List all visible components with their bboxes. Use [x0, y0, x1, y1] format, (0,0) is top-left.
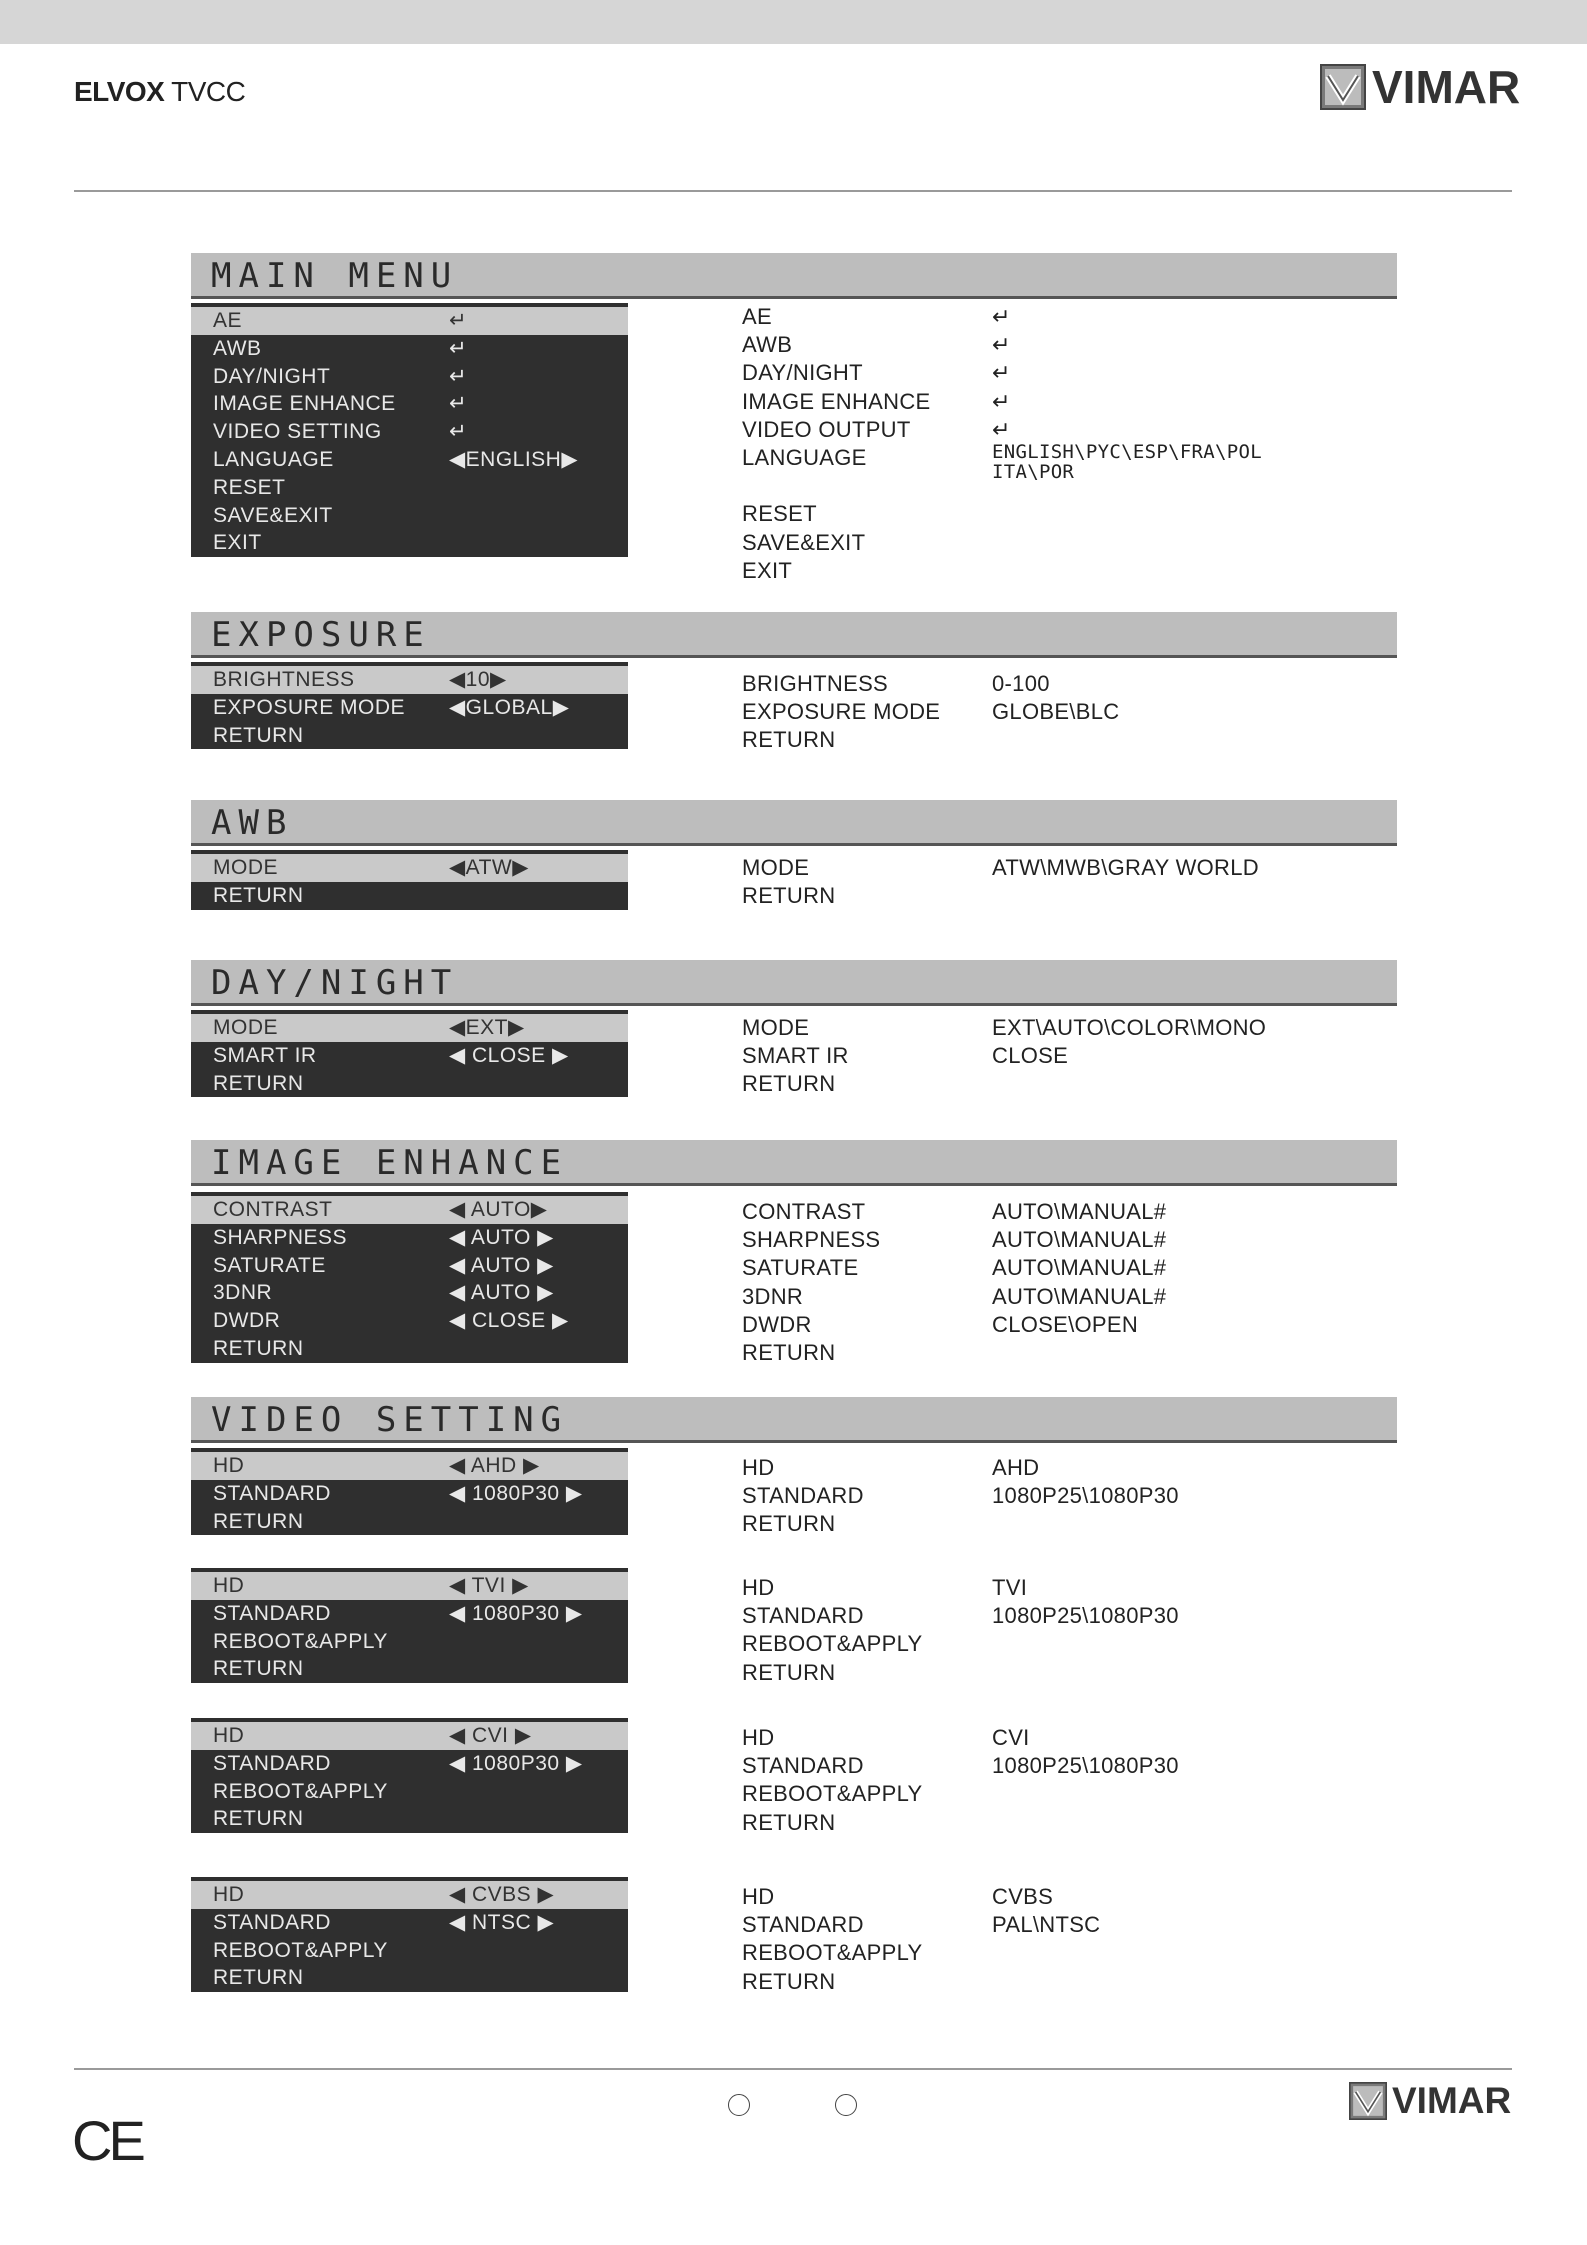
- desc-row-label: EXIT: [742, 557, 793, 583]
- osd-row[interactable]: [191, 1307, 628, 1335]
- osd-video-cvbs: [191, 1877, 628, 1992]
- osd-row-label: STANDARD: [213, 1910, 331, 1934]
- osd-row-label: AE: [213, 309, 243, 332]
- osd-row-value: ↵: [449, 392, 468, 416]
- osd-row-label: EXIT: [213, 531, 262, 555]
- osd-row-value: ◀ CVBS ▶: [449, 1883, 555, 1906]
- osd-row[interactable]: [191, 1964, 628, 1992]
- desc-row-value: ↵: [992, 388, 1011, 414]
- osd-row[interactable]: [191, 1778, 628, 1806]
- desc-row-label: REBOOT&APPLY: [742, 1940, 923, 1966]
- osd-row-value: ◀ATW▶: [449, 856, 529, 879]
- osd-row-label: MODE: [213, 856, 278, 879]
- section-title-main-menu: MAIN MENU: [191, 253, 1397, 299]
- osd-row-label: BRIGHTNESS: [213, 668, 355, 691]
- desc-row: [742, 1659, 922, 1687]
- osd-row[interactable]: [191, 474, 628, 502]
- osd-row-label: LANGUAGE: [213, 447, 334, 471]
- desc-row: [742, 1226, 1167, 1254]
- osd-row-label: SATURATE: [213, 1253, 326, 1277]
- desc-row-value: CLOSE\OPEN: [992, 1311, 1139, 1337]
- desc-video-ahd: [742, 1454, 1179, 1539]
- osd-row[interactable]: [191, 1572, 628, 1600]
- osd-row-label: RETURN: [213, 883, 304, 907]
- desc-row-label: SHARPNESS: [742, 1227, 881, 1253]
- desc-video-cvbs: [742, 1883, 1101, 1996]
- vimar-logo-footer-icon: [1349, 2082, 1387, 2120]
- desc-row-label: HD: [742, 1725, 775, 1750]
- desc-row: [742, 1254, 1167, 1282]
- osd-row-label: SAVE&EXIT: [213, 503, 333, 527]
- desc-awb: [742, 854, 1259, 910]
- osd-row[interactable]: [191, 1750, 628, 1778]
- osd-row-value: ↵: [449, 309, 468, 332]
- top-bar: [0, 0, 1587, 44]
- osd-row-value: ◀ AUTO▶: [449, 1198, 548, 1221]
- osd-row[interactable]: [191, 1224, 628, 1252]
- osd-row-value: ◀ TVI ▶: [449, 1574, 529, 1597]
- desc-row-value: TVI: [992, 1575, 1028, 1600]
- osd-row[interactable]: [191, 335, 628, 363]
- desc-row: [742, 557, 930, 585]
- desc-row: [742, 1574, 1028, 1602]
- desc-row: [742, 1724, 1030, 1752]
- desc-row-value: CLOSE: [992, 1043, 1069, 1069]
- desc-row: [742, 854, 1259, 882]
- osd-row-label: RESET: [213, 475, 286, 499]
- desc-row: [742, 416, 1011, 444]
- desc-row-label: RETURN: [742, 883, 836, 909]
- footer-divider: [74, 2068, 1512, 2070]
- osd-row-value: ◀ NTSC ▶: [449, 1910, 555, 1934]
- desc-row: [742, 1630, 922, 1658]
- desc-row-label: HD: [742, 1575, 775, 1600]
- osd-row[interactable]: [191, 502, 628, 530]
- desc-row-label: RETURN: [742, 727, 836, 753]
- desc-row-value: ↵: [992, 416, 1011, 442]
- osd-row-value: ↵: [449, 420, 468, 444]
- osd-row[interactable]: [191, 1279, 628, 1307]
- osd-row-label: RETURN: [213, 723, 304, 747]
- osd-row-label: STANDARD: [213, 1481, 331, 1505]
- osd-row[interactable]: [191, 1252, 628, 1280]
- osd-row[interactable]: [191, 1508, 628, 1536]
- desc-row-label: IMAGE ENHANCE: [742, 388, 931, 414]
- desc-row: [742, 359, 1011, 387]
- section-title-exposure: EXPOSURE: [191, 612, 1397, 658]
- desc-row: [742, 1968, 922, 1996]
- desc-row: [742, 1311, 1139, 1339]
- desc-row-value: EXT\AUTO\COLOR\MONO: [992, 1015, 1267, 1040]
- desc-row: [742, 1883, 1054, 1911]
- osd-row-label: RETURN: [213, 1509, 304, 1533]
- osd-row[interactable]: [191, 1655, 628, 1683]
- desc-row-label: STANDARD: [742, 1912, 864, 1938]
- osd-row-label: RETURN: [213, 1807, 304, 1831]
- osd-row-label: VIDEO SETTING: [213, 420, 382, 444]
- desc-row-value: ATW\MWB\GRAY WORLD: [992, 855, 1259, 880]
- osd-row-label: REBOOT&APPLY: [213, 1779, 388, 1803]
- desc-video-tvi: [742, 1574, 1179, 1687]
- osd-row-label: HD: [213, 1883, 245, 1906]
- osd-row-value: ◀ AHD ▶: [449, 1454, 540, 1477]
- osd-row-value: ◀ 1080P30 ▶: [449, 1601, 583, 1625]
- osd-row-value: ◀ CLOSE ▶: [449, 1043, 569, 1067]
- osd-awb: [191, 850, 628, 910]
- desc-row-label: RESET: [742, 501, 817, 527]
- osd-row-label: IMAGE ENHANCE: [213, 392, 396, 416]
- osd-row-label: STANDARD: [213, 1601, 331, 1625]
- osd-row-label: SHARPNESS: [213, 1225, 348, 1249]
- osd-row-label: AWB: [213, 336, 262, 360]
- desc-main-menu: [742, 303, 1262, 585]
- osd-main-menu: [191, 303, 628, 557]
- vimar-logo-text: VIMAR: [1372, 61, 1521, 113]
- desc-row-label: MODE: [742, 1015, 810, 1040]
- osd-row[interactable]: [191, 1805, 628, 1833]
- osd-row[interactable]: [191, 722, 628, 750]
- osd-row-value: ◀ AUTO ▶: [449, 1253, 554, 1277]
- desc-row: [742, 1198, 1167, 1226]
- desc-row-label: RETURN: [742, 1968, 836, 1994]
- desc-row-label: RETURN: [742, 1071, 836, 1097]
- osd-row-label: RETURN: [213, 1657, 304, 1681]
- osd-row-value: ◀ AUTO ▶: [449, 1225, 554, 1249]
- desc-row-label: 3DNR: [742, 1283, 804, 1309]
- desc-row-value: CVI: [992, 1725, 1030, 1750]
- desc-row-label: BRIGHTNESS: [742, 671, 889, 696]
- osd-row-value: ◀ 1080P30 ▶: [449, 1481, 583, 1505]
- osd-video-cvi: [191, 1718, 628, 1833]
- desc-row: [742, 1780, 922, 1808]
- desc-row: [742, 529, 930, 557]
- desc-row-label: EXPOSURE MODE: [742, 699, 941, 725]
- osd-row-value: ↵: [449, 364, 468, 388]
- osd-row-label: REBOOT&APPLY: [213, 1629, 388, 1653]
- desc-row: [742, 1283, 1167, 1311]
- vimar-logo-icon: [1320, 64, 1366, 110]
- osd-row[interactable]: [191, 1452, 628, 1480]
- ce-mark: CE: [72, 2109, 142, 2172]
- osd-row-label: EXPOSURE MODE: [213, 695, 406, 719]
- desc-exposure: [742, 670, 1120, 755]
- desc-row-value: AUTO\MANUAL#: [992, 1255, 1167, 1281]
- desc-row: [742, 882, 835, 910]
- desc-row-value: ENGLISH\PYC\ESP\FRA\POL ITA\POR: [992, 440, 1262, 483]
- desc-row-label: REBOOT&APPLY: [742, 1781, 923, 1807]
- desc-row: [742, 1070, 849, 1098]
- desc-row-label: SMART IR: [742, 1043, 849, 1069]
- desc-row: [742, 1939, 922, 1967]
- desc-row: [742, 303, 1011, 331]
- osd-row[interactable]: [191, 1909, 628, 1937]
- osd-row[interactable]: [191, 1480, 628, 1508]
- osd-row-label: RETURN: [213, 1336, 304, 1360]
- desc-row: [742, 670, 1050, 698]
- osd-row-label: HD: [213, 1724, 245, 1747]
- desc-row: [742, 726, 940, 754]
- osd-row-value: ◀ 1080P30 ▶: [449, 1751, 583, 1775]
- desc-row: [742, 472, 930, 500]
- desc-row: [742, 1510, 864, 1538]
- vimar-logo-footer-text: VIMAR: [1392, 2080, 1512, 2121]
- osd-row-label: RETURN: [213, 1966, 304, 1990]
- desc-row: [742, 1339, 880, 1367]
- osd-row[interactable]: [191, 1881, 628, 1909]
- osd-row-value: ◀ AUTO ▶: [449, 1281, 554, 1305]
- osd-row-label: REBOOT&APPLY: [213, 1938, 388, 1962]
- section-title-awb: AWB: [191, 800, 1397, 846]
- desc-row-value: 1080P25\1080P30: [992, 1483, 1179, 1509]
- desc-row: [742, 1809, 922, 1837]
- osd-row[interactable]: [191, 1628, 628, 1656]
- desc-row-value: ↵: [992, 332, 1011, 358]
- page-circle-right-icon: [835, 2094, 857, 2116]
- desc-row-label: AWB: [742, 332, 793, 358]
- osd-row[interactable]: [191, 307, 628, 335]
- vimar-logo-footer: [1349, 2080, 1511, 2122]
- desc-row-value: AUTO\MANUAL#: [992, 1199, 1167, 1224]
- osd-row[interactable]: [191, 694, 628, 722]
- osd-row-label: 3DNR: [213, 1281, 273, 1305]
- desc-row-label: RETURN: [742, 1511, 836, 1537]
- osd-row[interactable]: [191, 1600, 628, 1628]
- desc-row-value: ↵: [992, 360, 1011, 386]
- osd-row-value: ◀ CVI ▶: [449, 1724, 532, 1747]
- osd-row[interactable]: [191, 666, 628, 694]
- desc-row-value: AUTO\MANUAL#: [992, 1227, 1167, 1253]
- desc-row-value: CVBS: [992, 1884, 1054, 1909]
- osd-row[interactable]: [191, 363, 628, 391]
- desc-row-value: 1080P25\1080P30: [992, 1603, 1179, 1629]
- desc-row-label: REBOOT&APPLY: [742, 1631, 923, 1657]
- desc-row: [742, 1602, 1179, 1630]
- desc-video-cvi: [742, 1724, 1179, 1837]
- header-divider: [74, 190, 1512, 192]
- desc-row-label: SAVE&EXIT: [742, 529, 866, 555]
- desc-row: [742, 500, 930, 528]
- desc-row-value: 0-100: [992, 671, 1050, 696]
- desc-row: [742, 1042, 1069, 1070]
- osd-row-value: ◀ CLOSE ▶: [449, 1309, 569, 1333]
- desc-row-label: SATURATE: [742, 1255, 859, 1281]
- desc-row-value: 1080P25\1080P30: [992, 1753, 1179, 1779]
- desc-row: [742, 331, 1011, 359]
- desc-row: [742, 1752, 1179, 1780]
- desc-row-label: STANDARD: [742, 1753, 864, 1779]
- desc-row-value: GLOBE\BLC: [992, 699, 1120, 725]
- desc-row: [742, 388, 1011, 416]
- osd-row-value: ◀EXT▶: [449, 1016, 525, 1039]
- osd-row[interactable]: [191, 1196, 628, 1224]
- osd-row-label: MODE: [213, 1016, 278, 1039]
- desc-row: [742, 1014, 1267, 1042]
- desc-row-label: RETURN: [742, 1809, 836, 1835]
- desc-day-night: [742, 1014, 1267, 1099]
- brand-title: [74, 76, 245, 108]
- osd-row[interactable]: [191, 1014, 628, 1042]
- section-title-video-setting: VIDEO SETTING: [191, 1397, 1397, 1443]
- desc-row-label: STANDARD: [742, 1483, 864, 1509]
- osd-exposure: [191, 662, 628, 749]
- section-title-image-enhance: IMAGE ENHANCE: [191, 1140, 1397, 1186]
- desc-row-value: AUTO\MANUAL#: [992, 1283, 1167, 1309]
- desc-row-value: PAL\NTSC: [992, 1912, 1101, 1938]
- osd-video-tvi: [191, 1568, 628, 1683]
- desc-row: [742, 1911, 1101, 1939]
- desc-image-enhance: [742, 1198, 1167, 1367]
- osd-image-enhance: [191, 1192, 628, 1363]
- osd-row-value: ◀GLOBAL▶: [449, 695, 570, 719]
- desc-row-label: RETURN: [742, 1339, 836, 1365]
- desc-row: [742, 1454, 1040, 1482]
- desc-row-label: DAY/NIGHT: [742, 360, 863, 386]
- osd-row-label: RETURN: [213, 1071, 304, 1095]
- desc-row-label: DWDR: [742, 1311, 812, 1337]
- brand-rest: TVCC: [164, 76, 246, 107]
- desc-row-label: CONTRAST: [742, 1199, 866, 1224]
- osd-row[interactable]: [191, 1937, 628, 1965]
- osd-row[interactable]: [191, 446, 628, 474]
- desc-row-label: AE: [742, 304, 772, 329]
- desc-row-value: AHD: [992, 1455, 1040, 1480]
- desc-row-label: STANDARD: [742, 1603, 864, 1629]
- osd-row[interactable]: [191, 418, 628, 446]
- osd-row[interactable]: [191, 1070, 628, 1098]
- osd-row-label: DWDR: [213, 1309, 281, 1333]
- osd-row[interactable]: [191, 1722, 628, 1750]
- desc-row-label: VIDEO OUTPUT: [742, 416, 911, 442]
- section-title-day-night: DAY/NIGHT: [191, 960, 1397, 1006]
- osd-row[interactable]: [191, 529, 628, 557]
- desc-row: [742, 698, 1120, 726]
- desc-row-label: RETURN: [742, 1659, 836, 1685]
- osd-row-value: ↵: [449, 336, 468, 360]
- osd-row-label: SMART IR: [213, 1043, 317, 1067]
- desc-row-label: HD: [742, 1884, 775, 1909]
- osd-row-label: STANDARD: [213, 1751, 331, 1775]
- osd-row-label: HD: [213, 1574, 245, 1597]
- osd-row[interactable]: [191, 390, 628, 418]
- osd-day-night: [191, 1010, 628, 1097]
- brand-bold: ELVOX: [74, 76, 165, 107]
- osd-row-value: ◀10▶: [449, 668, 507, 691]
- osd-row-label: DAY/NIGHT: [213, 364, 331, 388]
- osd-row[interactable]: [191, 882, 628, 910]
- desc-row-label: LANGUAGE: [742, 444, 867, 470]
- osd-row-value: ◀ENGLISH▶: [449, 447, 578, 471]
- desc-row: [742, 1482, 1179, 1510]
- desc-row: [742, 440, 1262, 483]
- page-circle-left-icon: [728, 2094, 750, 2116]
- desc-row-value: ↵: [992, 304, 1011, 329]
- osd-row[interactable]: [191, 854, 628, 882]
- osd-row[interactable]: [191, 1335, 628, 1363]
- osd-video-ahd: [191, 1448, 628, 1535]
- osd-row[interactable]: [191, 1042, 628, 1070]
- desc-row-label: HD: [742, 1455, 775, 1480]
- vimar-logo: [1320, 60, 1520, 114]
- osd-row-label: HD: [213, 1454, 245, 1477]
- desc-row-label: MODE: [742, 855, 810, 880]
- osd-row-label: CONTRAST: [213, 1198, 333, 1221]
